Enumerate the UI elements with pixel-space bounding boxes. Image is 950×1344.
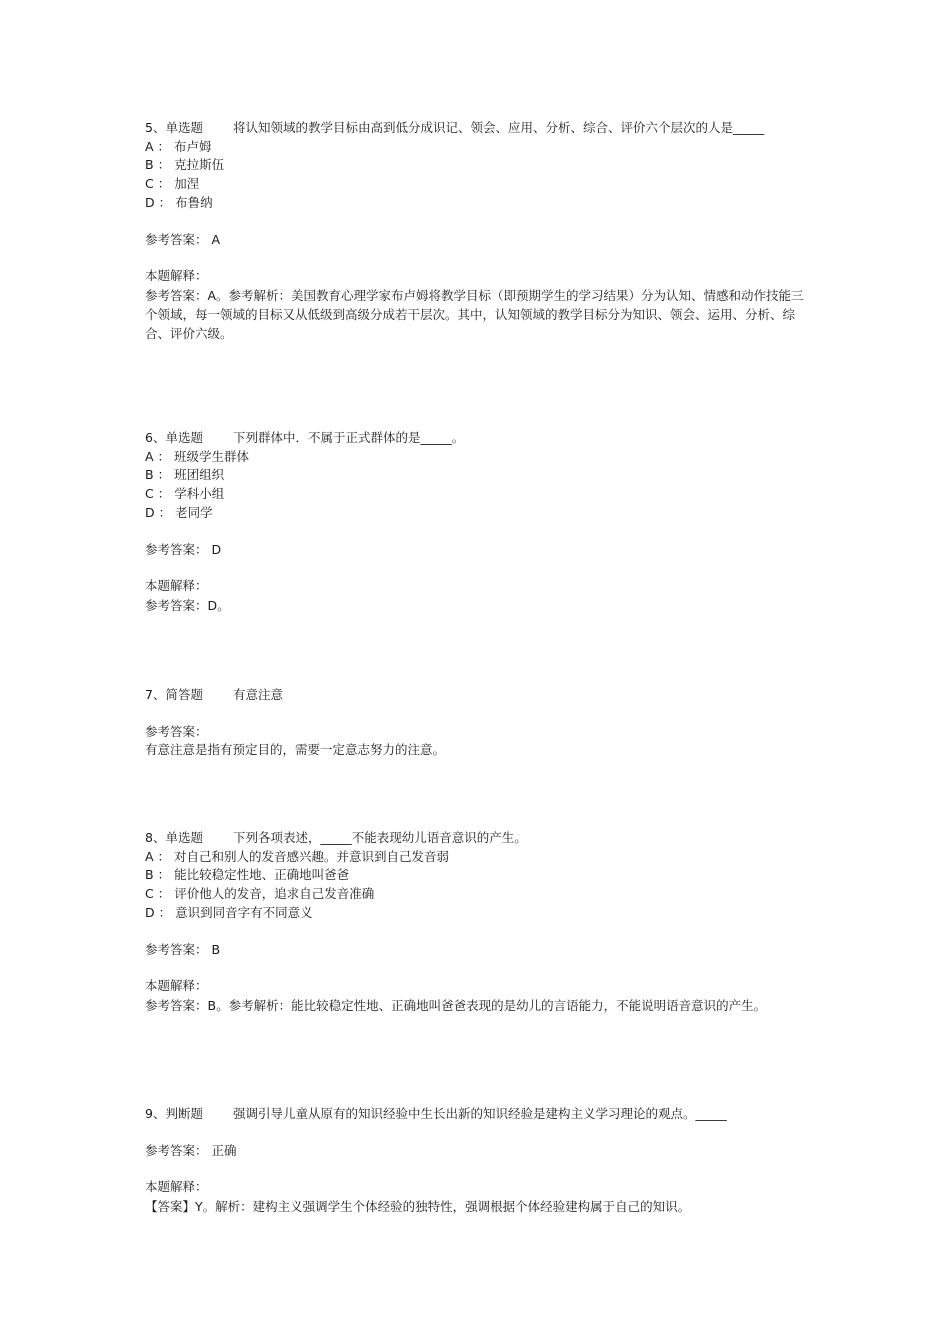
answer: 参考答案： 正确: [145, 1142, 237, 1158]
question-type: 单选题: [165, 830, 203, 845]
answer: 参考答案： D: [145, 541, 222, 557]
question-stem: [145, 429, 810, 448]
answer-label: 参考答案：: [145, 723, 208, 739]
explanation-text: 参考答案：D。: [145, 597, 230, 613]
question-type: 单选题: [165, 430, 203, 445]
answer-text: 有意注意是指有预定目的，需要一定意志努力的注意。: [145, 742, 446, 757]
answer-value: D: [211, 541, 222, 557]
question-9: [145, 1105, 810, 1216]
option-a: A ： 班级学生群体: [145, 448, 250, 464]
explanation-label: 本题解释：: [145, 978, 208, 994]
answer: 参考答案： A: [145, 231, 221, 247]
option-b: B ： 克拉斯伍: [145, 157, 225, 173]
question-text: 下列各项表述，_____不能表现幼儿语音意识的产生。: [232, 830, 527, 845]
option-a: A ： 布卢姆: [145, 138, 212, 154]
question-7: [145, 686, 810, 760]
option-b: B ： 能比较稳定性地、正确地叫爸爸: [145, 867, 350, 883]
option-c: C ： 评价他人的发音，追求自己发音准确: [145, 886, 375, 902]
question-type: 单选题: [165, 120, 203, 135]
answer-value: A: [211, 231, 221, 247]
question-5: [145, 119, 810, 343]
explanation-text: 【答案】Y。解析：建构主义强调学生个体经验的独特性，强调根据个体经验建构属于自己的知识。: [145, 1198, 691, 1214]
question-text: 有意注意: [232, 687, 283, 702]
answer-value: B: [211, 941, 221, 957]
option-d: D ： 布鲁纳: [145, 194, 213, 210]
explanation-label: 本题解释：: [145, 268, 208, 284]
question-number: 7、: [145, 687, 166, 702]
question-stem: [145, 686, 810, 705]
question-number: 5、: [145, 120, 166, 135]
question-stem: [145, 829, 810, 848]
question-text: 将认知领域的教学目标由高到低分成识记、领会、应用、分析、综合、评价六个层次的人是_____: [232, 120, 765, 135]
explanation-label: 本题解释：: [145, 1179, 208, 1194]
answer-value: 正确: [211, 1142, 237, 1158]
question-number: 8、: [145, 830, 166, 845]
question-6: [145, 429, 810, 615]
question-number: 9、: [145, 1106, 166, 1121]
question-text: 下列群体中．不属于正式群体的是_____。: [232, 430, 465, 445]
option-d: D ： 意识到同音字有不同意义: [145, 904, 313, 920]
option-c: C ： 加涅: [145, 176, 200, 192]
question-stem: [145, 119, 810, 138]
question-stem: [145, 1105, 810, 1124]
question-8: [145, 829, 810, 1015]
option-c: C ： 学科小组: [145, 486, 225, 502]
option-a: A ： 对自己和别人的发音感兴趣。并意识到自己发音弱: [145, 848, 450, 864]
question-number: 6、: [145, 430, 166, 445]
question-type: 简答题: [165, 687, 203, 702]
explanation-text: 参考答案：A。参考解析：美国教育心理学家布卢姆将教学目标（即预期学生的学习结果）分为认知、情感和动作技能三个领域，每一领域的目标又从低级到高级分成若干层次。其中，认知领域的教学目标分为知识、领会、运用、分析、综合、评价六级。: [145, 287, 804, 341]
option-b: B ： 班团组织: [145, 467, 225, 483]
answer: 参考答案： B: [145, 941, 221, 957]
explanation-text: 参考答案：B。参考解析：能比较稳定性地、正确地叫爸爸表现的是幼儿的言语能力，不能说明语音意识的产生。: [145, 997, 767, 1013]
question-text: 强调引导儿童从原有的知识经验中生长出新的知识经验是建构主义学习理论的观点。_____: [232, 1106, 727, 1121]
question-type: 判断题: [165, 1106, 203, 1121]
option-d: D ： 老同学: [145, 504, 213, 520]
explanation-label: 本题解释：: [145, 578, 208, 594]
